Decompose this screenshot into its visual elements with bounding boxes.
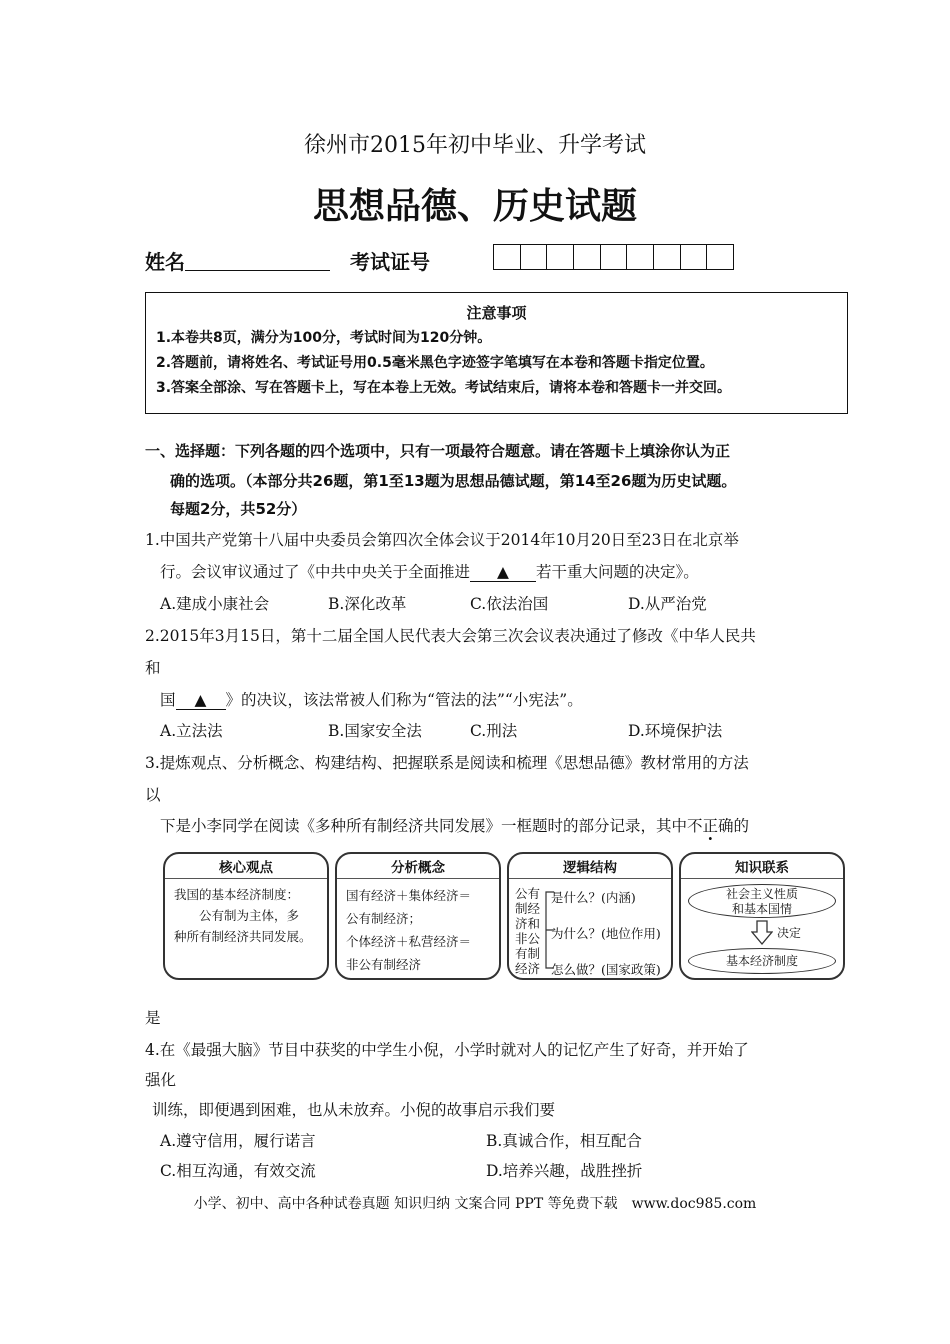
notice-box [145,292,848,414]
option-b: B.深化改革 [328,595,407,613]
subject-line: 制经 [515,901,541,916]
stem-text: 行。会议审议通过了《中共中央关于全面推进 [160,563,471,581]
question-3-stem-end: 是 [145,1009,161,1027]
question-2-stem: 2.2015年3月15日，第十二届全国人民代表大会第三次会议表决通过了修改《中华人民共 [145,627,756,645]
id-box [601,245,628,269]
ellipse-bottom: 基本经济制度 [688,948,836,974]
name-field [145,246,330,275]
question-1-stem: 1.中国共产党第十八届中央委员会第四次全体会议于2014年10月20日至23日在北京举 [145,531,739,549]
section-instruction: 确的选项。（本部分共26题，第1至13题为思想品德试题，第14至26题为历史试题。 [170,472,737,490]
question-2-stem-cont: 和 [145,659,161,677]
subject-line: 济和 [515,916,541,931]
ellipse-top [688,884,836,918]
option-a: A.立法法 [160,722,223,740]
card-line: 个体经济＋私营经济＝ [346,934,472,949]
id-box [494,245,521,269]
question-2-stem-cont [160,688,583,710]
branch-why: 为什么？(地位作用) [551,926,661,941]
id-box [547,245,574,269]
branch-how: 怎么做？(国家政策) [551,962,661,977]
down-arrow-icon [751,920,773,946]
card-logic-structure [507,852,673,980]
id-box [681,245,708,269]
id-box [574,245,601,269]
subject-line: 经济 [515,961,541,976]
notice-item: 2.答题前，请将姓名、考试证号用0.5毫米黑色字迹签字笔填写在本卷和答题卡指定位置。 [156,355,714,371]
stem-text: 若干重大问题的决定》。 [536,563,699,581]
question-1-stem-cont [160,560,699,582]
subject-line: 非公 [515,931,541,946]
answer-blank: ▲ [470,563,536,582]
question-3-stem: 3.提炼观点、分析概念、构建结构、把握联系是阅读和梳理《思想品德》教材常用的方法 [145,754,749,772]
name-blank [185,250,330,271]
stem-text: 的 [733,817,750,835]
option-b: B.真诚合作，相互配合 [486,1132,642,1150]
card-title: 逻辑结构 [509,858,671,879]
ellipse-line: 社会主义性质 [725,887,798,901]
option-c: C.刑法 [470,722,518,740]
stem-text: 》的决议，该法常被人们称为“管法的法”“小宪法”。 [225,691,583,709]
id-box [627,245,654,269]
id-number-boxes [493,244,734,270]
question-4-stem-cont: 强化 [145,1071,177,1089]
question-3-stem-cont: 以 [145,786,161,804]
subject-line: 公有 [515,886,541,901]
subject-line: 有制 [515,946,541,961]
answer-blank: ▲ [176,691,226,710]
question-3-stem-cont [160,814,749,836]
name-label: 姓名 [145,250,185,274]
option-d: D.环境保护法 [628,722,723,740]
exam-subtitle: 徐州市2015年初中毕业、升学考试 [304,133,646,158]
card-body [174,884,312,947]
question-4-stem: 4.在《最强大脑》节目中获奖的中学生小倪，小学时就对人的记忆产生了好奇，并开始了 [145,1041,749,1059]
section-instruction: 一、选择题：下列各题的四个选项中，只有一项最符合题意。请在答题卡上填涂你认为正 [145,442,731,460]
card-title: 核心观点 [165,858,327,879]
emphasis-text: 不正确 [687,817,734,835]
card-concept-analysis [335,852,501,980]
id-box [521,245,548,269]
option-a: A.遵守信用，履行诺言 [160,1132,316,1150]
card-body [346,884,471,976]
card-line: 我国的基本经济制度： [174,887,300,902]
exam-title: 思想品德、历史试题 [312,186,637,227]
id-box [707,245,733,269]
card-title: 分析概念 [337,858,499,879]
option-d: D.从严治党 [628,595,707,613]
option-c: C.依法治国 [470,595,549,613]
option-d: D.培养兴趣，战胜挫折 [486,1162,643,1180]
notice-item: 1.本卷共8页，满分为100分，考试时间为120分钟。 [156,330,492,346]
stem-text: 下是小李同学在阅读《多种所有制经济共同发展》一框题时的部分记录，其中 [160,817,688,835]
card-knowledge-link [679,852,845,980]
id-label: 考试证号 [350,250,430,274]
option-c: C.相互沟通，有效交流 [160,1162,316,1180]
card-line: 国有经济＋集体经济＝ [346,888,472,903]
card-line: 公有制为主体，多 [174,908,300,923]
card-line: 公有制经济； [346,911,422,926]
structure-subject [515,886,540,976]
notice-heading: 注意事项 [466,304,527,322]
question-4-stem-cont: 训练，即便遇到困难，也从未放弃。小倪的故事启示我们要 [152,1101,556,1119]
section-instruction: 每题2分，共52分） [170,500,307,518]
stem-text: 国 [160,691,176,709]
card-line: 非公有制经济 [346,957,422,972]
notice-item: 3.答案全部涂、写在答题卡上，写在本卷上无效。考试结束后，请将本卷和答题卡一并交回。 [156,380,732,396]
page-footer: 小学、初中、高中各种试卷真题 知识归纳 文案合同 PPT 等免费下载 www.doc985.com [193,1196,757,1212]
card-title: 知识联系 [681,858,843,879]
card-line: 种所有制经济共同发展。 [174,929,312,944]
id-box [654,245,681,269]
option-a: A.建成小康社会 [160,595,270,613]
option-b: B.国家安全法 [328,722,422,740]
decides-label: 决定 [777,926,802,940]
ellipse-line: 和基本国情 [731,902,792,916]
branch-what: 是什么？(内涵) [551,890,636,905]
card-core-view [163,852,329,980]
